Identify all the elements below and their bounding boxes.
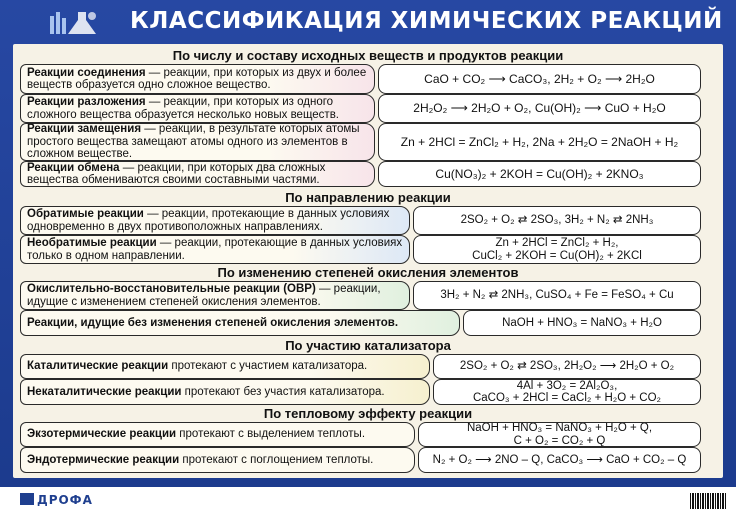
reaction-row <box>20 281 712 310</box>
equation-box <box>378 64 701 94</box>
equation: CuCl₂ + 2KOH = Cu(OH)₂ + 2KCl <box>472 249 642 262</box>
equation-box <box>418 447 701 473</box>
reaction-row <box>20 64 712 94</box>
reaction-row <box>20 310 712 336</box>
section-heading: По тепловому эффекту реакции <box>14 405 722 422</box>
term: Необратимые реакции <box>27 237 157 249</box>
definition: — реакции, при которых из двух и более веществ образуется одно сложное вещество. <box>27 66 367 91</box>
equation: 4Al + 3O₂ = 2Al₂O₃, <box>516 379 618 392</box>
equation: CaCO₃ + 2HCl = CaCl₂ + H₂O + CO₂ <box>472 392 662 404</box>
barcode-icon <box>690 493 726 509</box>
definition: — реакции, при которых из одного сложного вещества образуется несколько новых веществ. <box>27 96 339 121</box>
reaction-row <box>20 206 712 235</box>
footer <box>0 487 736 515</box>
equation-box <box>378 161 701 187</box>
reaction-row <box>20 94 712 123</box>
equation: CaO + CO₂ ⟶ CaCO₃, 2H₂ + O₂ ⟶ 2H₂O <box>424 71 655 86</box>
reaction-row <box>20 447 712 473</box>
equation: 2H₂O₂ ⟶ 2H₂O + O₂, Cu(OH)₂ ⟶ CuO + H₂O <box>413 101 666 116</box>
page-title: КЛАССИФИКАЦИЯ ХИМИЧЕСКИХ РЕАКЦИЙ <box>130 8 723 34</box>
term: Реакции соединения <box>27 66 146 79</box>
section-heading: По направлению реакции <box>14 189 722 206</box>
equation-box <box>463 310 701 336</box>
definition-box <box>20 94 375 123</box>
definition-box <box>20 310 460 336</box>
publisher-badge-icon <box>20 493 34 505</box>
equation: Cu(NO₃)₂ + 2KOH = Cu(OH)₂ + 2KNO₃ <box>435 166 644 181</box>
term: Каталитические реакции <box>27 360 169 373</box>
equation-box <box>418 422 701 447</box>
equation: NaOH + HNO₃ = NaNO₃ + H₂O + Q, <box>466 422 653 434</box>
definition: — реакции, протекающие в данных условиях только в одном направлении. <box>27 237 403 262</box>
definition-box <box>20 123 375 161</box>
definition-box <box>20 64 375 94</box>
equation-box <box>413 206 701 235</box>
equation-box <box>433 354 701 379</box>
equation-box <box>378 123 701 161</box>
definition: — реакции, идущие с изменением степеней окисления элементов. <box>27 283 381 308</box>
section-heading: По изменению степеней окисления элементов <box>14 264 722 281</box>
definition: — реакции, в результате которых атомы простого вещества замещают атомы одного из элементов в сложном веществе. <box>27 123 360 161</box>
term: Эндотермические реакции <box>27 453 180 466</box>
publisher-name: ДРОФА <box>37 493 93 507</box>
definition-box <box>20 447 415 473</box>
equation: Zn + 2HCl = ZnCl₂ + H₂, 2Na + 2H₂O = 2NaOH + H₂ <box>400 134 679 149</box>
definition: протекают с поглощением теплоты. <box>179 453 374 466</box>
reaction-row <box>20 161 712 187</box>
definition-box <box>20 161 375 187</box>
equation: 3H₂ + N₂ ⇄ 2NH₃, CuSO₄ + Fe = FeSO₄ + Cu <box>440 289 674 302</box>
equation: 2SO₂ + O₂ ⇄ 2SO₃, 2H₂O₂ ⟶ 2H₂O + O₂ <box>459 360 675 373</box>
definition-box <box>20 281 410 310</box>
definition-box <box>20 354 430 379</box>
term: Реакции обмена <box>27 161 120 174</box>
definition-box <box>20 422 415 447</box>
term: Реакции разложения <box>27 96 146 108</box>
term: Обратимые реакции <box>27 208 144 220</box>
definition: — реакции, протекающие в данных условиях одновременно в двух противоположных направлениях. <box>27 208 390 233</box>
reaction-row <box>20 379 712 405</box>
definition: протекают с участием катализатора. <box>168 360 368 373</box>
publisher-logo <box>20 493 93 507</box>
equation: NaOH + HNO₃ = NaNO₃ + H₂O <box>502 316 662 329</box>
section-heading: По участию катализатора <box>14 337 722 354</box>
equation-box <box>413 281 701 310</box>
section-heading: По числу и составу исходных веществ и продуктов реакции <box>14 47 722 64</box>
equation: N₂ + O₂ ⟶ 2NO – Q, CaCO₃ ⟶ CaO + CO₂ – Q <box>432 453 687 466</box>
reaction-row <box>20 422 712 447</box>
flask-logo-icon <box>48 6 108 40</box>
equation-box <box>433 379 701 405</box>
equation-box <box>413 235 701 264</box>
reaction-row <box>20 235 712 264</box>
definition: — реакции, при которых два сложных вещества обмениваются своими составными частями. <box>27 161 326 186</box>
definition: протекают без участия катализатора. <box>181 385 385 398</box>
reaction-row <box>20 354 712 379</box>
equation-box <box>378 94 701 123</box>
equation: 2SO₂ + O₂ ⇄ 2SO₃, 3H₂ + N₂ ⇄ 2NH₃ <box>460 214 654 227</box>
term: Некаталитические реакции <box>27 385 182 398</box>
definition-box <box>20 379 430 405</box>
definition-box <box>20 206 410 235</box>
equation: C + O₂ = CO₂ + Q <box>513 434 606 447</box>
reaction-row <box>20 123 712 161</box>
term: Реакции замещения <box>27 123 142 136</box>
term: Экзотермические реакции <box>27 428 177 441</box>
term: Реакции, идущие без изменения степеней окисления элементов. <box>27 316 399 329</box>
definition-box <box>20 235 410 264</box>
definition: протекают с выделением теплоты. <box>176 428 366 441</box>
term: Окислительно-восстановительные реакции (ОВР) <box>27 283 316 295</box>
equation: Zn + 2HCl = ZnCl₂ + H₂, <box>495 237 619 249</box>
